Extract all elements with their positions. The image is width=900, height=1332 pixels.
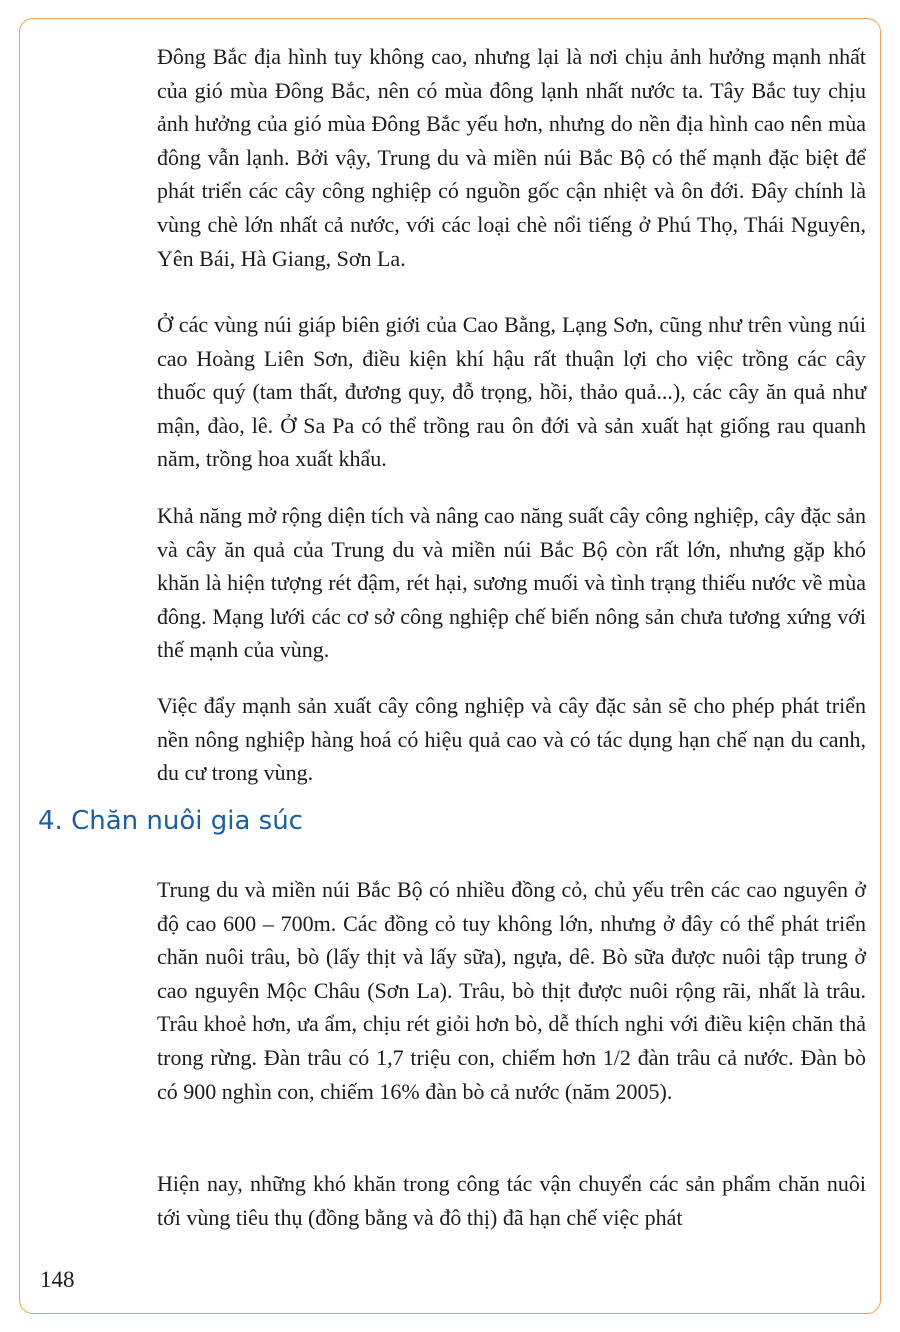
paragraph-border-mountains: Ở các vùng núi giáp biên giới của Cao Bằng, Lạng Sơn, cũng như trên vùng núi cao Hoàng Liên Sơn, điều kiện khí hậu rất thuận lợi cho việc trồng các cây thuốc quý (tam thất, đương quy, đỗ trọng, hồi, thảo quả...), các cây ăn quả như mận, đào, lê. Ở Sa Pa có thể trồng rau ôn đới và sản xuất hạt giống rau quanh năm, trồng hoa xuất khẩu. bbox=[157, 312, 866, 472]
paragraph-expansion-potential: Khả năng mở rộng diện tích và nâng cao năng suất cây công nghiệp, cây đặc sản và cây ăn quả của Trung du và miền núi Bắc Bộ còn rất lớn, nhưng gặp khó khăn là hiện tượng rét đậm, rét hại, sương muối và tình trạng thiếu nước về mùa đông. Mạng lưới các cơ sở công nghiệp chế biến nông sản chưa tương xứng với thế mạnh của vùng. bbox=[157, 503, 866, 663]
paragraph-livestock-grasslands: Trung du và miền núi Bắc Bộ có nhiều đồng cỏ, chủ yếu trên các cao nguyên ở độ cao 600 – 700m. Các đồng cỏ tuy không lớn, nhưng ở đây có thể phát triển chăn nuôi trâu, bò (lấy thịt và lấy sữa), ngựa, dê. Bò sữa được nuôi tập trung ở cao nguyên Mộc Châu (Sơn La). Trâu, bò thịt được nuôi rộng rãi, nhất là trâu. Trâu khoẻ hơn, ưa ẩm, chịu rét giỏi hơn bò, dễ thích nghi với điều kiện chăn thả trong rừng. Đàn trâu có 1,7 triệu con, chiếm hơn 1/2 đàn trâu cả nước. Đàn bò có 900 nghìn con, chiếm 16% đàn bò cả nước (năm 2005). bbox=[157, 877, 866, 1104]
section-3-body bbox=[157, 40, 866, 790]
page-number: 148 bbox=[40, 1267, 75, 1292]
paragraph-transport-difficulties: Hiện nay, những khó khăn trong công tác vận chuyển các sản phẩm chăn nuôi tới vùng tiêu thụ (đồng bằng và đô thị) đã hạn chế việc phát bbox=[157, 1171, 866, 1230]
section-4-body bbox=[157, 873, 866, 1234]
section-4-heading: 4. Chăn nuôi gia súc bbox=[38, 806, 303, 836]
paragraph-commodity-agriculture: Việc đẩy mạnh sản xuất cây công nghiệp và cây đặc sản sẽ cho phép phát triển nền nông nghiệp hàng hoá có hiệu quả cao và có tác dụng hạn chế nạn du canh, du cư trong vùng. bbox=[157, 693, 866, 786]
paragraph-northeast-climate: Đông Bắc địa hình tuy không cao, nhưng lại là nơi chịu ảnh hưởng mạnh nhất của gió mùa Đông Bắc, nên có mùa đông lạnh nhất nước ta. Tây Bắc tuy chịu ảnh hưởng của gió mùa Đông Bắc yếu hơn, nhưng do nền địa hình cao nên mùa đông vẫn lạnh. Bởi vậy, Trung du và miền núi Bắc Bộ có thế mạnh đặc biệt để phát triển các cây công nghiệp có nguồn gốc cận nhiệt và ôn đới. Đây chính là vùng chè lớn nhất cả nước, với các loại chè nổi tiếng ở Phú Thọ, Thái Nguyên, Yên Bái, Hà Giang, Sơn La. bbox=[157, 44, 866, 271]
